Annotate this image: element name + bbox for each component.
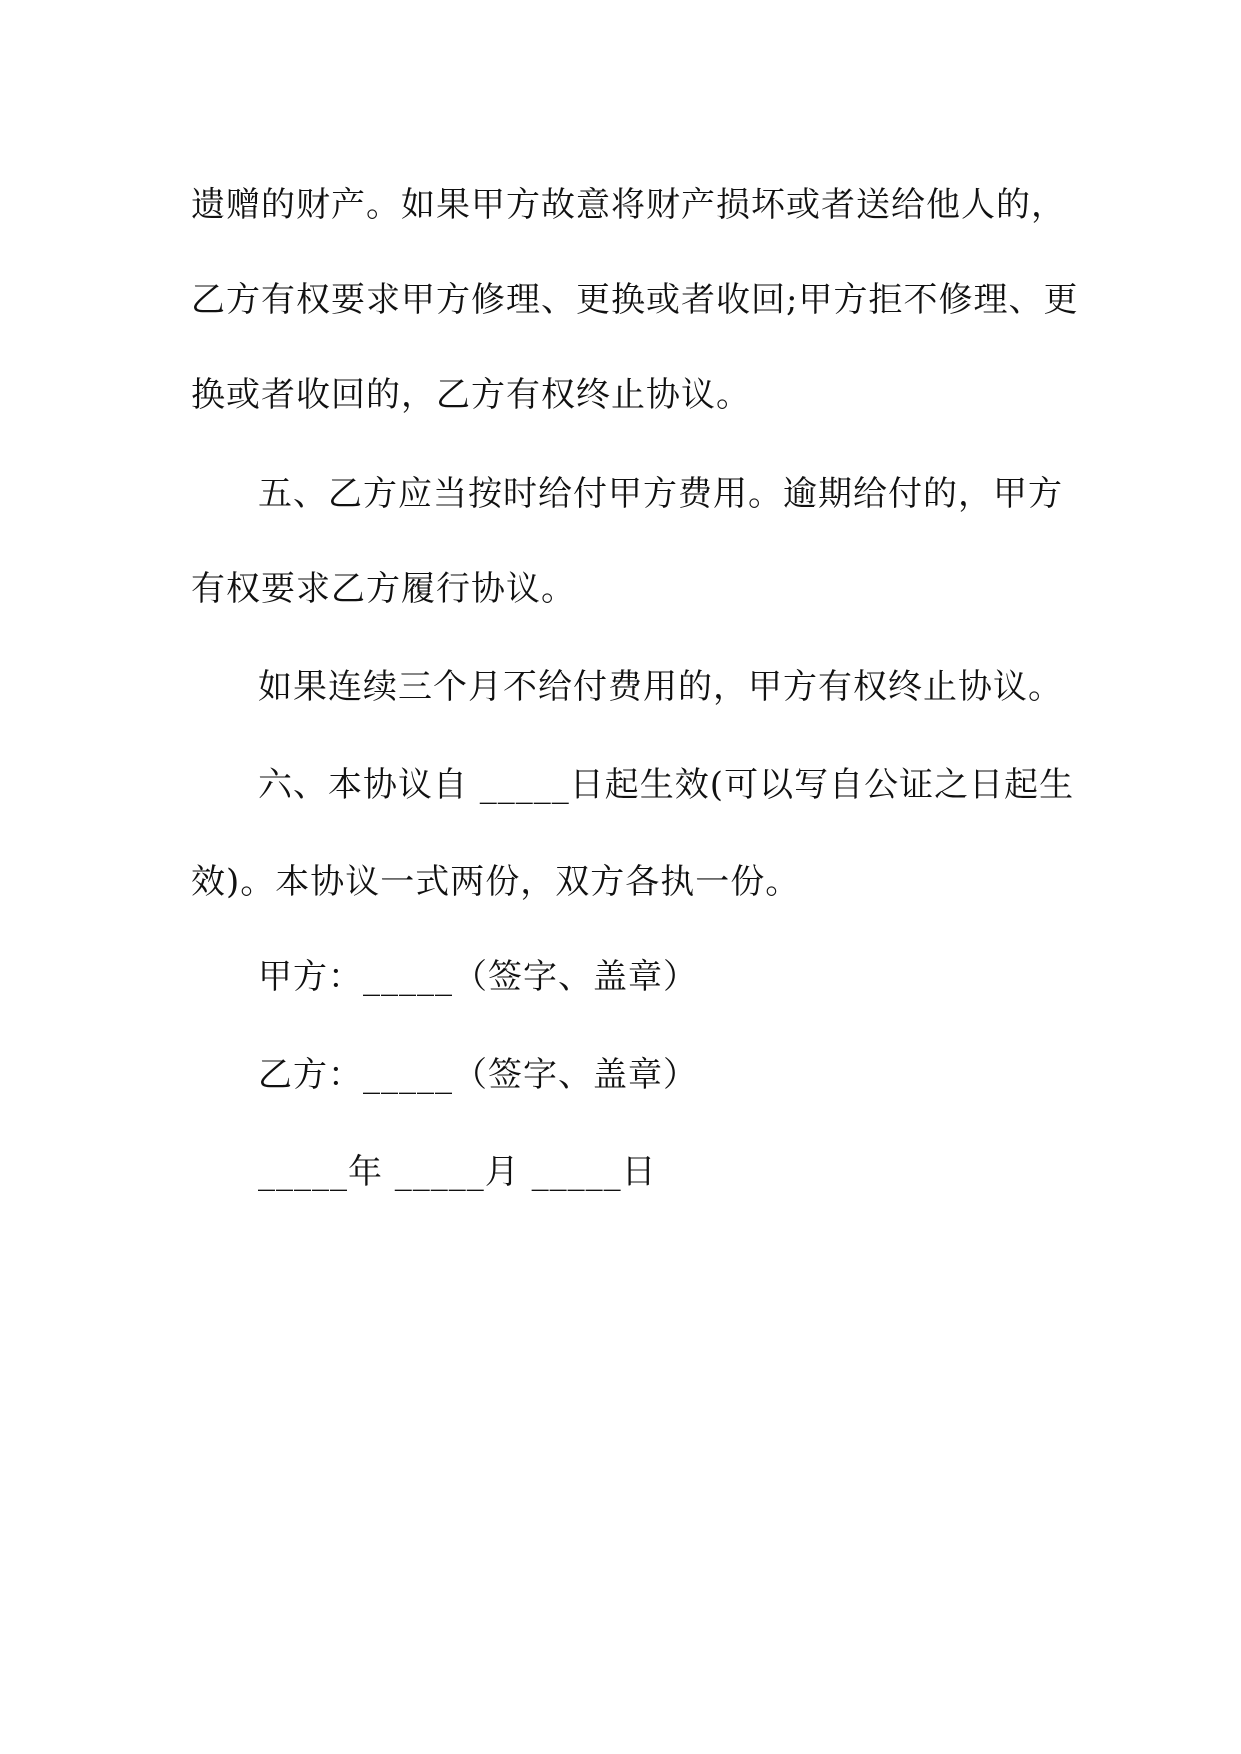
party-b-signature-line: 乙方：_____（签字、盖章） — [258, 1055, 698, 1095]
paragraph-line: 遗赠的财产。如果甲方故意将财产损坏或者送给他人的， — [191, 185, 1066, 225]
paragraph-line: 效)。本协议一式两份，双方各执一份。 — [191, 862, 801, 902]
paragraph-line: 如果连续三个月不给付费用的，甲方有权终止协议。 — [258, 667, 1063, 707]
party-a-signature-line: 甲方：_____（签字、盖章） — [258, 957, 698, 997]
paragraph-line: 换或者收回的，乙方有权终止协议。 — [191, 375, 751, 415]
date-line: _____年 _____月 _____日 — [258, 1152, 657, 1192]
paragraph-line: 有权要求乙方履行协议。 — [191, 569, 576, 609]
clause-five-line: 五、乙方应当按时给付甲方费用。逾期给付的，甲方 — [258, 474, 1063, 514]
clause-six-line: 六、本协议自 _____日起生效(可以写自公证之日起生 — [258, 765, 1075, 805]
paragraph-line: 乙方有权要求甲方修理、更换或者收回;甲方拒不修理、更 — [191, 280, 1079, 320]
